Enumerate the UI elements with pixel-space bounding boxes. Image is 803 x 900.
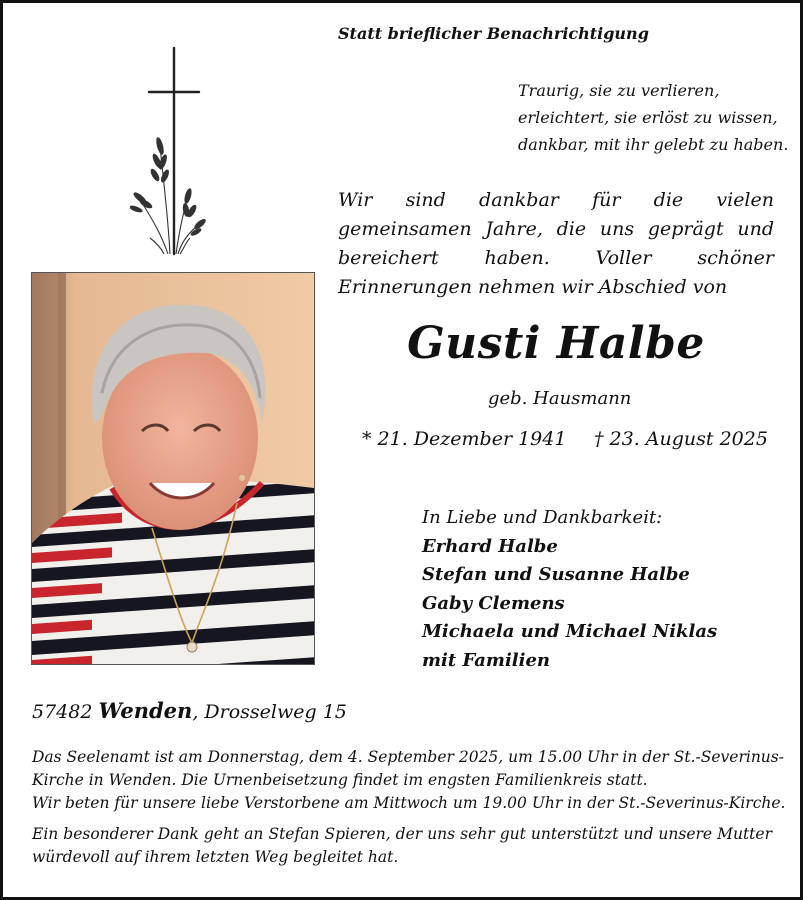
address-postcode: 57482 bbox=[32, 701, 93, 723]
deceased-name: Gusti Halbe bbox=[407, 318, 705, 369]
mourner: Gaby Clemens bbox=[422, 592, 565, 614]
service-info bbox=[32, 746, 786, 869]
cross-wheat-icon bbox=[130, 46, 210, 258]
mourner: mit Familien bbox=[422, 649, 551, 671]
death-date: † 23. August 2025 bbox=[594, 428, 768, 450]
mourners-intro: In Liebe und Dankbarkeit: bbox=[422, 507, 663, 528]
service-text: Das Seelenamt ist am Donnerstag, dem 4. September 2025, um 15.00 Uhr in der St.-Severinus- bbox=[32, 748, 784, 766]
notice-heading: Statt brieflicher Benachrichtigung bbox=[338, 24, 649, 43]
prayer-text: Wir beten für unsere liebe Verstorbene am Mittwoch um 19.00 Uhr in der St.-Severinus-Kirche. bbox=[32, 794, 786, 812]
verse-line: erleichtert, sie erlöst zu wissen, bbox=[518, 108, 778, 127]
service-text: Kirche in Wenden. Die Urnenbeisetzung findet im engsten Familienkreis statt. bbox=[32, 771, 648, 789]
mourner: Michaela und Michael Niklas bbox=[422, 621, 718, 642]
intro-text: Wir sind dankbar für die vielen gemeinsamen Jahre, die uns geprägt und bereichert haben. Voller schöner Erinnerungen nehmen wir Abschied von bbox=[338, 189, 774, 298]
maiden-name: geb. Hausmann bbox=[488, 388, 632, 409]
verse bbox=[518, 77, 788, 158]
address bbox=[32, 698, 347, 723]
address-street: , Drosselweg 15 bbox=[192, 701, 347, 723]
verse-line: dankbar, mit ihr gelebt zu haben. bbox=[518, 135, 789, 154]
portrait-photo bbox=[31, 272, 315, 665]
mourners-list bbox=[422, 504, 717, 675]
birth-date: * 21. Dezember 1941 bbox=[362, 428, 567, 450]
address-city: Wenden bbox=[98, 698, 193, 723]
mourner: Stefan und Susanne Halbe bbox=[422, 564, 690, 585]
verse-line: Traurig, sie zu verlieren, bbox=[518, 81, 720, 100]
thanks-text: Ein besonderer Dank geht an Stefan Spieren, der uns sehr gut unterstützt und unsere Mutter würdevoll auf ihrem letzten Weg begleitet hat. bbox=[32, 825, 772, 866]
mourner: Erhard Halbe bbox=[422, 535, 558, 557]
